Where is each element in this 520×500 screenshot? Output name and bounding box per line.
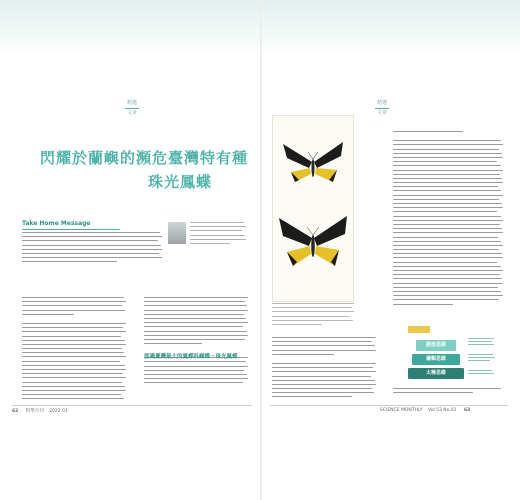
author-photo (168, 222, 186, 244)
figure-caption (272, 303, 354, 331)
author-bio (190, 222, 246, 256)
take-home-rule (22, 229, 120, 230)
take-home-heading: Take Home Message (22, 220, 91, 227)
right-column-1-lower (272, 337, 376, 403)
tier-taiji: 太極思維 (408, 368, 464, 379)
top-decoration-right (262, 0, 520, 56)
butterfly-illustration-icon (273, 116, 353, 301)
magazine-name-left: 科學月刊 (25, 409, 44, 414)
volume-right: Vol.53 No.01 (427, 408, 457, 413)
footer-rule-right (270, 405, 508, 406)
section-tag-line2: 文章 (126, 110, 137, 116)
subsection-heading: 認識臺灣最大的鳳蝶科蝴蝶－珠光鳳蝶 (144, 354, 238, 360)
footer-right (380, 408, 470, 413)
issue-date-left: 2022.01 (49, 409, 68, 414)
top-decoration (0, 0, 262, 56)
section-tag-line1: 精選 (126, 100, 137, 106)
section-tag-right-line1: 精選 (376, 100, 387, 106)
right-column-2-end (393, 388, 503, 402)
footer-rule-left (12, 405, 252, 406)
legend-group-1 (468, 338, 496, 347)
butterfly-illustration (272, 115, 354, 302)
right-column-2 (393, 131, 503, 313)
magazine-name-right: SCIENCE MONTHLY (380, 408, 423, 413)
tier-logical: 邏輯思維 (412, 354, 460, 365)
section-tag-right (372, 100, 392, 117)
diagram-legend (468, 338, 498, 382)
legend-group-3 (468, 370, 496, 376)
left-column-2 (144, 297, 248, 403)
article-title-line1: 閃耀於蘭嶼的瀕危臺灣特有種 (40, 149, 249, 167)
page-number-right: 63 (463, 408, 471, 413)
page-number-left: 62 (12, 409, 19, 414)
thinking-diagram (408, 326, 498, 384)
legend-group-2 (468, 354, 496, 363)
diagram-tag (408, 326, 430, 333)
section-tag-left (122, 100, 142, 117)
tier-creative: 創造思維 (416, 340, 456, 351)
take-home-body (22, 232, 162, 272)
article-title-line2: 珠光鳳蝶 (148, 173, 213, 191)
left-column-1 (22, 297, 126, 403)
footer-left (12, 408, 68, 414)
section-tag-right-line2: 文章 (376, 110, 387, 116)
